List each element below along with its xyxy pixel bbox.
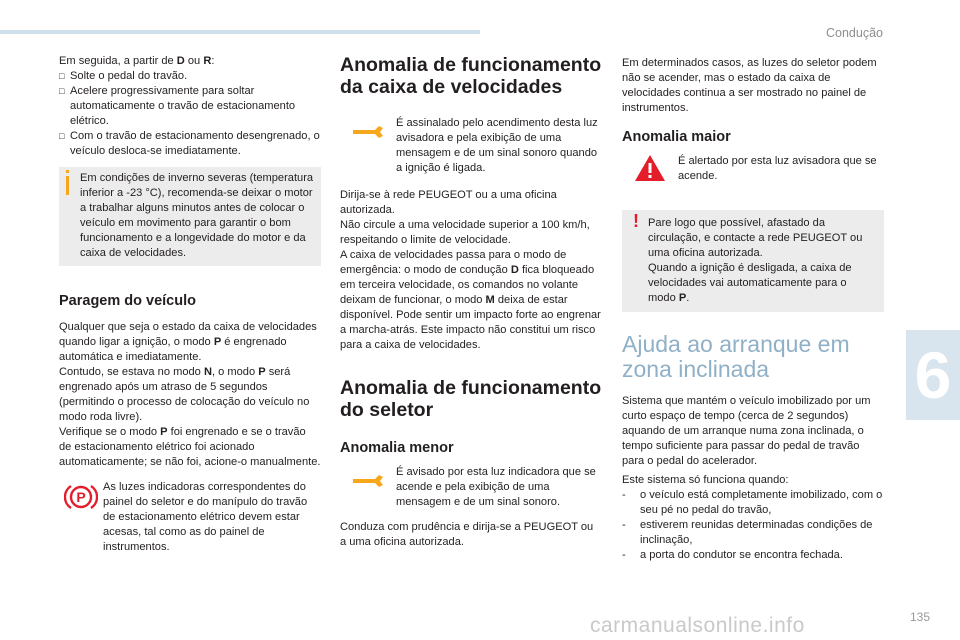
indicator-note: É alertado por esta luz avisadora que se acende. (622, 154, 884, 184)
section-heading: Anomalia de funcionamento do seletor (340, 377, 602, 421)
section-heading: Paragem do veículo (59, 293, 196, 309)
svg-text:P: P (76, 489, 86, 505)
paragraph: A caixa de velocidades passa para o modo de emergência: o modo de condução D fica bloqueado em terceira velocidade, os comandos no volante deixam de funcionar, o modo M deixa de estar disponível. Pode sentir um impacto forte ao engrenar a marcha-atrás. Este impacto não constitui um risco para a caixa de velocidades. (340, 249, 601, 351)
subsection-heading: Anomalia menor (340, 440, 454, 456)
section-heading: Ajuda ao arranque em zona inclinada (622, 331, 850, 382)
paragraph: Sistema que mantém o veículo imobilizado por um curto espaço de tempo (cerca de 2 segundos) aquando de um arranque numa zona inclinada, o tempo suficiente para passar do pedal de travão para o pedal do acelerador. (622, 395, 871, 467)
column-3 (622, 54, 884, 563)
indicator-note: É avisado por esta luz indicadora que se acende e pela exibição de uma mensagem e de um sinal sonoro. (340, 465, 602, 510)
paragraph: Qualquer que seja o estado da caixa de velocidades quando ligar a ignição, o modo P é engrenado automática e imediatamente. (59, 321, 317, 363)
paragraph: Verifique se o modo P foi engrenado e se o travão de estacionamento elétrico foi acionado automaticamente; se não foi, acione-o manualmente. (59, 426, 321, 468)
checkbox-bullet-icon: □ (59, 86, 65, 96)
list-item: □ Com o travão de estacionamento desengrenado, o veículo desloca-se imediatamente. (59, 130, 320, 157)
list-item: - estiverem reunidas determinadas condições de inclinação, (622, 519, 873, 546)
column-1 (59, 54, 321, 555)
section-heading: Anomalia de funcionamento da caixa de velocidades (340, 54, 602, 98)
paragraph: Dirija-se à rede PEUGEOT ou a uma oficina autorizada. (340, 189, 557, 216)
header-rule (0, 30, 480, 34)
warning-exclamation-icon: ! (633, 211, 639, 231)
paragraph: Contudo, se estava no modo N, o modo P será engrenado após um atraso de 5 segundos (permitindo o processo de colocação do veículo no modo roda livre). (59, 366, 310, 423)
indicator-note: É assinalado pelo acendimento desta luz avisadora e pela exibição de uma mensagem e de um sinal sonoro quando a ignição é ligada. (340, 116, 602, 176)
checkbox-bullet-icon: □ (59, 71, 65, 81)
parking-p-icon (59, 480, 103, 514)
list-item: - a porta do condutor se encontra fechada. (622, 549, 843, 561)
watermark: carmanualsonline.info (590, 614, 805, 637)
list-item: □ Acelere progressivamente para soltar automaticamente o travão de estacionamento elétrico. (59, 85, 296, 127)
checkbox-bullet-icon: □ (59, 131, 65, 141)
list-item: - o veículo está completamente imobilizado, com o seu pé no pedal do travão, (622, 489, 883, 516)
list-item: □ Solte o pedal do travão. (59, 70, 188, 82)
page-number: 135 (910, 610, 931, 624)
alert-triangle-icon (622, 154, 678, 182)
paragraph: Este sistema só funciona quando: (622, 474, 789, 486)
wrench-warning-icon (340, 116, 396, 138)
subsection-heading: Anomalia maior (622, 129, 731, 145)
warning-box: ! Pare logo que possível, afastado da circulação, e contacte a rede PEUGEOT ou uma oficina autorizada. Quando a ignição é desligada, a caixa de velocidades vai automaticamente para o modo P. (622, 210, 884, 312)
column-2 (340, 54, 602, 550)
section-title: Condução (826, 26, 883, 40)
chapter-tab (906, 330, 960, 420)
intro-paragraph: Em seguida, a partir de D ou R: (59, 55, 215, 67)
chapter-number: 6 (914, 338, 952, 412)
paragraph: Em determinados casos, as luzes do seletor podem não se acender, mas o estado da caixa de velocidades continua a ser mostrado no painel de instrumentos. (622, 57, 877, 114)
paragraph: Não circule a uma velocidade superior a 100 km/h, respeitando o limite de velocidade. (340, 219, 590, 246)
info-icon (66, 170, 69, 173)
indicator-note: P As luzes indicadoras correspondentes do painel do seletor e do manípulo do travão de estacionamento elétrico devem estar acesas, tal como as do painel de instrumentos. (59, 480, 321, 555)
wrench-warning-icon (340, 465, 396, 487)
paragraph: Conduza com prudência e dirija-se a PEUGEOT ou a uma oficina autorizada. (340, 521, 594, 548)
info-box: Em condições de inverno severas (temperatura inferior a -23 °C), recomenda-se deixar o motor a trabalhar alguns minutos antes de colocar o veículo em movimento para garantir o bom funcionamento e a longevidade do motor e da caixa de velocidades. (59, 167, 321, 266)
